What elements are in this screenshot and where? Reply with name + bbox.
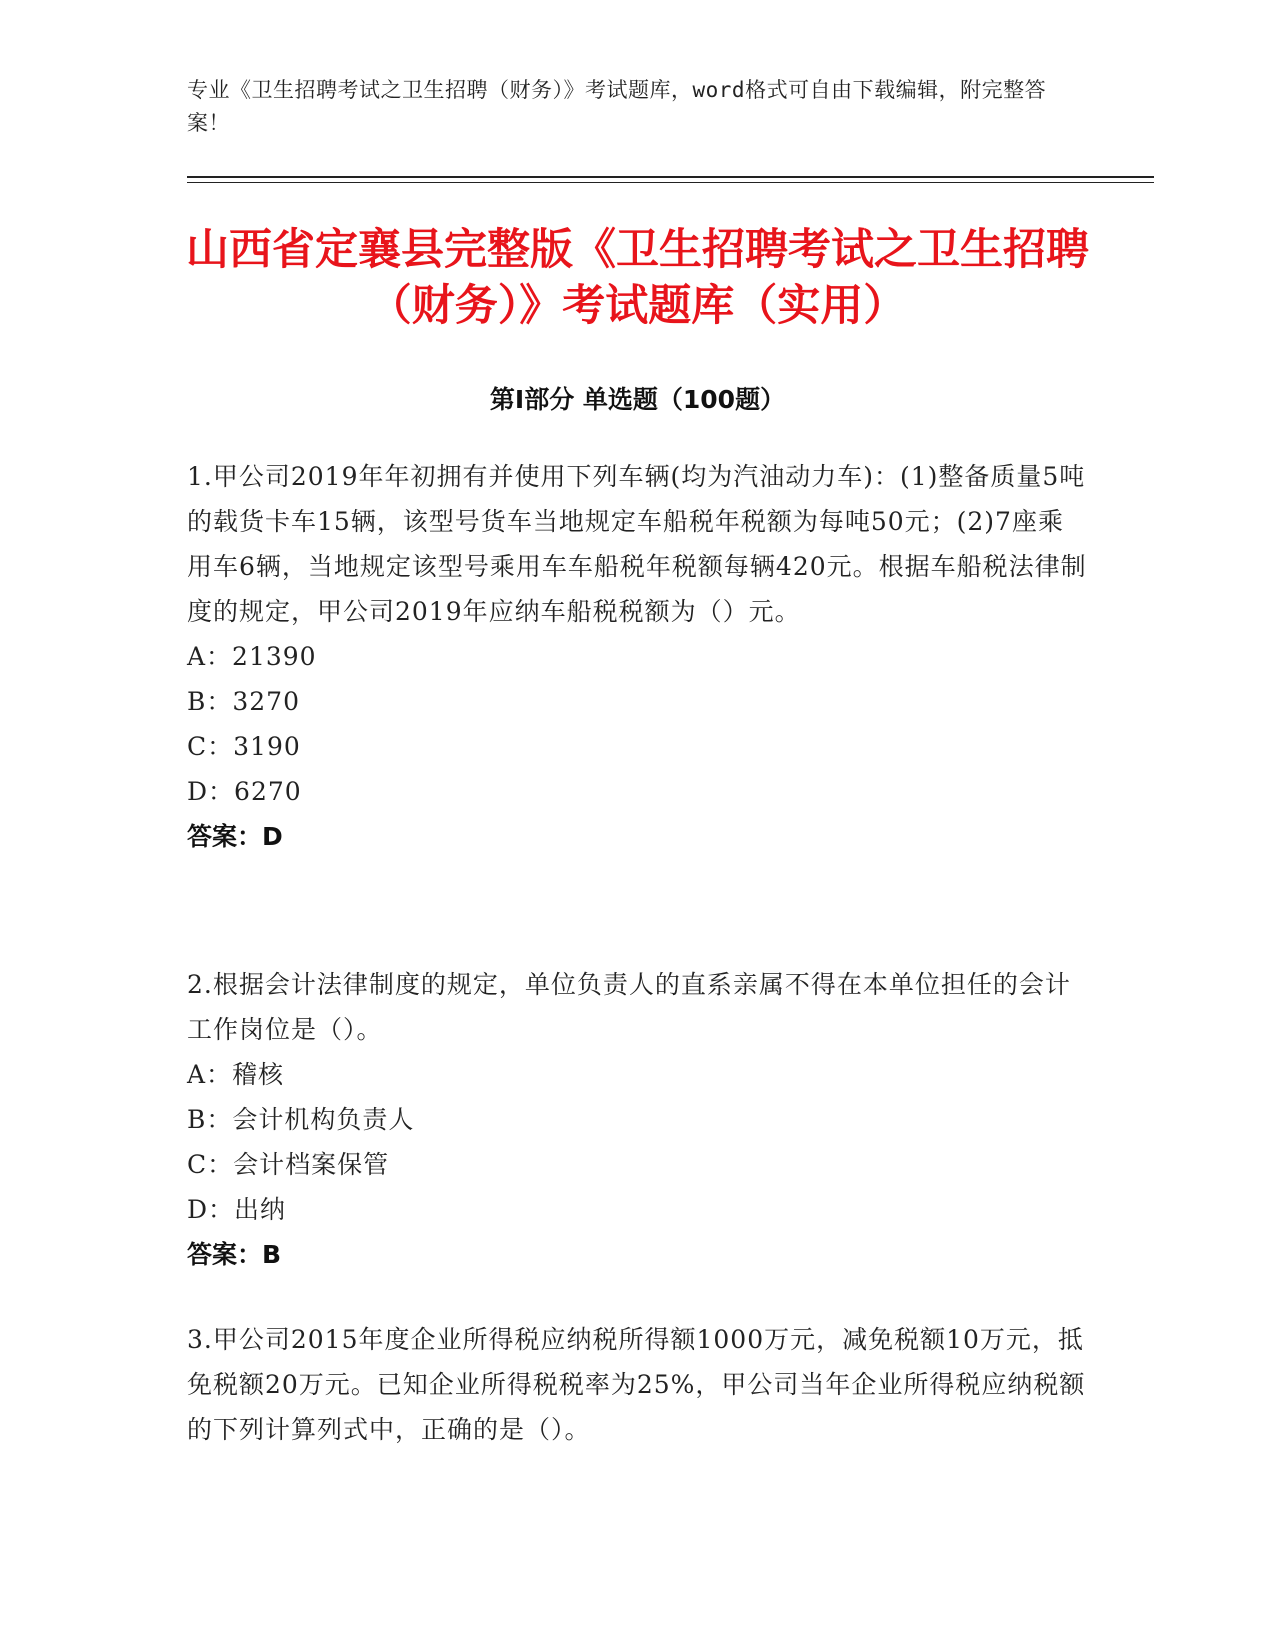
option-d: D：出纳 bbox=[187, 1195, 287, 1224]
option-a: A：稽核 bbox=[187, 1060, 285, 1089]
option-b: B：会计机构负责人 bbox=[187, 1105, 415, 1134]
question-stem: 2.根据会计法律制度的规定，单位负责人的直系亲属不得在本单位担任的会计工作岗位是（）。 bbox=[187, 970, 1071, 1044]
option-b: B：3270 bbox=[187, 687, 300, 716]
answer-label: 答案：D bbox=[187, 822, 283, 851]
option-d: D：6270 bbox=[187, 777, 302, 806]
answer-label: 答案：B bbox=[187, 1240, 282, 1269]
option-c: C：会计档案保管 bbox=[187, 1150, 390, 1179]
question-3 bbox=[187, 1317, 1087, 1452]
option-c: C：3190 bbox=[187, 732, 301, 761]
section-title: 第Ⅰ部分 单选题（100题） bbox=[489, 385, 786, 414]
question-stem: 1.甲公司2019年年初拥有并使用下列车辆(均为汽油动力车)：(1)整备质量5吨的载货卡车15辆，该型号货车当地规定车船税年税额为每吨50元；(2)7座乘用车6辆，当地规定该型号乘用车车船税年税额每辆420元。根据车船税法律制度的规定，甲公司2019年应纳车船税税额为（）元。 bbox=[187, 462, 1087, 626]
question-2 bbox=[187, 962, 1087, 1277]
question-1 bbox=[187, 454, 1087, 859]
option-a: A：21390 bbox=[187, 642, 317, 671]
header-divider-thin bbox=[187, 182, 1154, 183]
question-stem: 3.甲公司2015年度企业所得税应纳税所得额1000万元，减免税额10万元，抵免税额20万元。已知企业所得税税率为25%，甲公司当年企业所得税应纳税额的下列计算列式中，正确的是（）。 bbox=[187, 1325, 1086, 1444]
header-note: 专业《卫生招聘考试之卫生招聘（财务）》考试题库，word格式可自由下载编辑，附完整答案！ bbox=[187, 78, 1047, 135]
document-title: 山西省定襄县完整版《卫生招聘考试之卫生招聘（财务）》考试题库（实用） bbox=[186, 225, 1089, 331]
header-divider-thick bbox=[187, 176, 1154, 178]
